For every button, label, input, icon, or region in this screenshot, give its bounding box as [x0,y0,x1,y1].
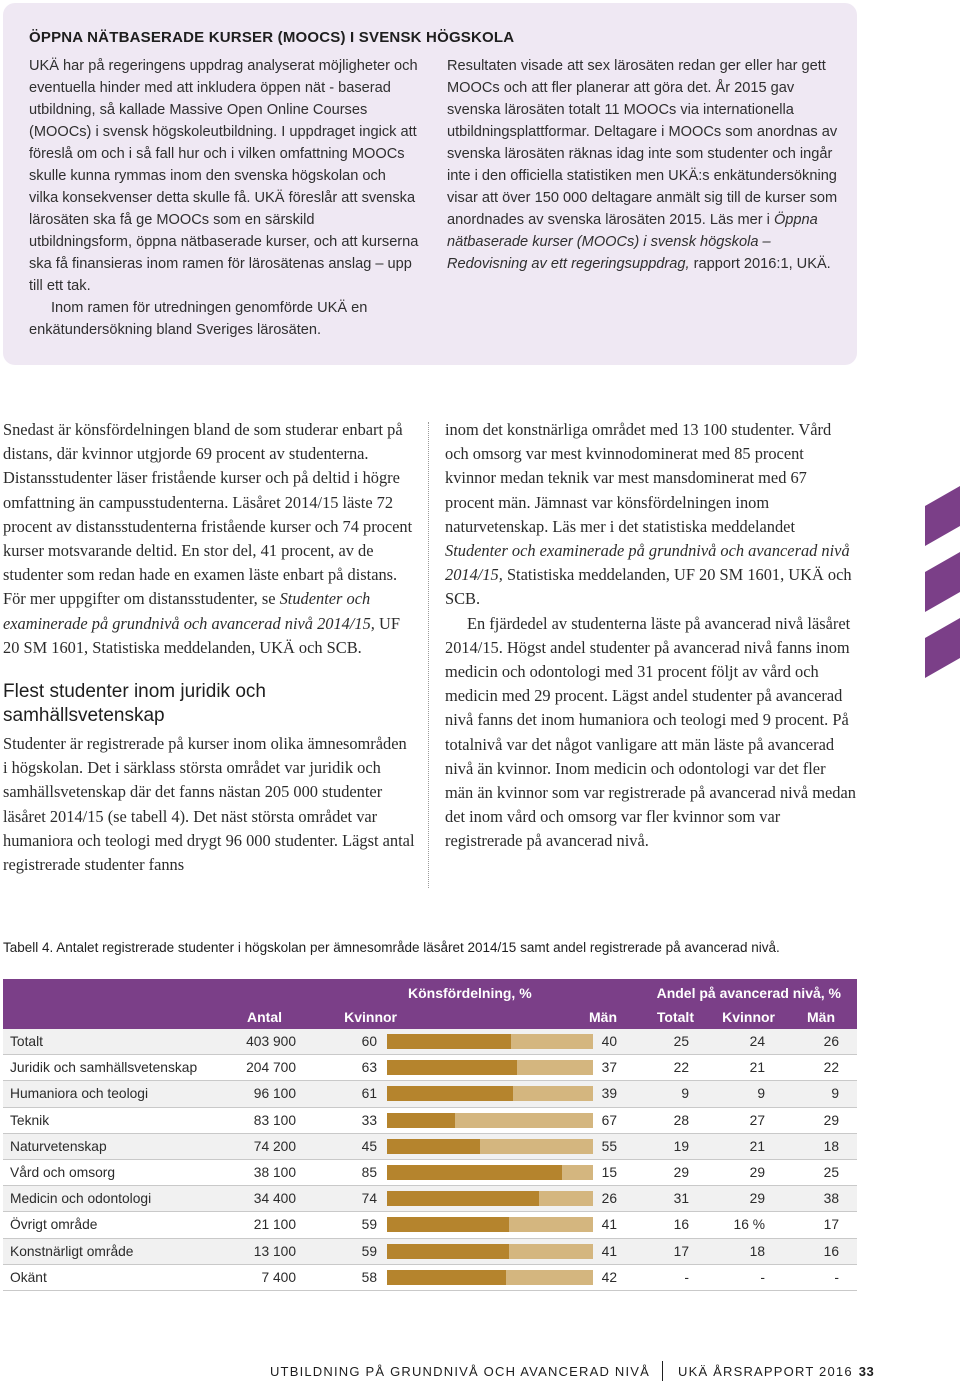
cell-man: 67 [601,1112,617,1128]
header-antal: Antal [247,1009,282,1025]
cell-adv-man: - [834,1269,839,1285]
gender-bar [387,1244,593,1259]
cell-antal: 204 700 [246,1060,296,1076]
cell-antal: 38 100 [253,1164,296,1180]
cell-totalt: 9 [681,1086,689,1102]
factbox-left-column [29,55,419,341]
gender-bar [387,1034,593,1049]
body-text: Snedast är könsfördelningen bland de som studerar enbart på distans, där kvinnor utgjorde 69 procent av studenterna. Distansstudenter läser fristående kurser och på deltid i högre omfattning än campusstudenterna. Läsåret 2014/15 läste 72 procent av distansstudenterna fristående kurser och 74 procent kurser motsvarande deltid. En stor del, 41 procent, av de studenter som redan hade en examen läste enbart på distans. För mer uppgifter om distansstudenter, se [3,420,413,609]
header-adv-kvinnor: Kvinnor [722,1009,775,1025]
gender-bar-women-fill [387,1217,509,1232]
body-text: Statistiska meddelanden, UF 20 SM 1601, UKÄ och SCB. [445,565,852,609]
cell-man: 41 [601,1217,617,1233]
table-row [3,1081,857,1107]
gender-bar [387,1086,593,1101]
factbox-paragraph: Inom ramen för utredningen genomförde UKÄ en enkätundersökning bland Sveriges lärosäten. [29,300,368,338]
header-group-advanced: Andel på avancerad nivå, % [656,985,841,1001]
cell-totalt: 31 [673,1191,689,1207]
table-row [3,1108,857,1134]
body-text: inom det konstnärliga området med 13 100 studenter. Vård och omsorg var mest kvinnodominerat med 85 procent kvinnor medan teknik var mest mansdominerat med 67 procent män. Jämnast var könsfördelningen inom naturvetenskap. Läs mer i det statistiska meddelandet [445,420,832,536]
cell-totalt: 22 [673,1060,689,1076]
factbox-right-column [447,55,839,275]
table-row [3,1265,857,1291]
cell-antal: 7 400 [261,1269,296,1285]
cell-kvinnor: 59 [361,1243,377,1259]
body-paragraph [445,418,857,612]
header-adv-man: Män [807,1009,835,1025]
cell-adv-man: 9 [831,1086,839,1102]
gender-bar [387,1165,593,1180]
cell-antal: 96 100 [253,1086,296,1102]
cell-totalt: 25 [673,1034,689,1049]
gender-bar-women-fill [387,1113,455,1128]
gender-bar [387,1060,593,1075]
cell-adv-man: 16 [823,1243,839,1259]
row-name: Totalt [10,1034,43,1049]
factbox-reference: Öppna nätbaserade kurser (MOOCs) i svensk högskola – Redovisning av ett regeringsuppdrag, [447,212,818,272]
cell-man: 26 [601,1191,617,1207]
gender-bar [387,1191,593,1206]
gender-bar [387,1113,593,1128]
cell-adv-man: 38 [823,1191,839,1207]
body-paragraph: Studenter är registrerade på kurser inom olika ämnesområden i högskolan. Det i särklass största området var juridik och samhällsvetenskap där det fanns nästan 205 000 studenter läsåret 2014/15 (se tabell 4). Det näst största området var humaniora och teologi med drygt 96 000 studenter. Lägst antal registrerade studenter fanns [3,734,415,875]
factbox [3,3,857,365]
cell-adv-kvinnor: 16 % [733,1217,765,1233]
cell-adv-kvinnor: 21 [749,1138,765,1154]
row-name: Medicin och odontologi [10,1191,152,1207]
cell-adv-kvinnor: 21 [749,1060,765,1076]
body-reference: Studenter och examinerade på grundnivå och avancerad nivå 2014/15, [445,541,850,585]
cell-adv-kvinnor: - [760,1269,765,1285]
header-kvinnor: Kvinnor [344,1009,397,1025]
footer-publication [678,1364,874,1379]
factbox-text: Resultaten visade att sex lärosäten redan ger eller har gett MOOCs och att fler planerar att göra det. År 2015 gav svenska lärosäten totalt 11 MOOCs via internationella utbildningsplattformar. Deltagare i MOOCs som anordnas av svenska lärosäten räknas idag inte som studenter och ingår inte i den officiella statistiken men UKÄ:s enkätundersökning visar att över 150 000 deltagare anmält sig till de kurser som anordnades av svenska lärosäten 2015. Läs mer i [447,58,838,228]
gender-bar-women-fill [387,1270,506,1285]
row-name: Okänt [10,1269,47,1285]
cell-adv-kvinnor: 27 [749,1112,765,1128]
table-header [3,979,857,1029]
header-man: Män [589,1009,617,1025]
decorative-chevron-icon [925,486,960,682]
cell-adv-kvinnor: 9 [757,1086,765,1102]
factbox-text: rapport 2016:1, UKÄ. [693,256,831,272]
gender-bar-women-fill [387,1060,517,1075]
table-row [3,1160,857,1186]
cell-man: 41 [601,1243,617,1259]
column-divider [428,422,429,888]
body-text: UF 20 SM 1601, Statistiska meddelanden, UKÄ och SCB. [3,613,400,657]
gender-bar-women-fill [387,1086,513,1101]
cell-kvinnor: 60 [361,1034,377,1049]
footer-publication-name: UKÄ ÅRSRAPPORT 2016 [678,1364,853,1379]
cell-antal: 83 100 [253,1112,296,1128]
cell-adv-man: 18 [823,1138,839,1154]
row-name: Juridik och samhällsvetenskap [10,1060,198,1076]
cell-totalt: 17 [673,1243,689,1259]
footer-section-title: UTBILDNING PÅ GRUNDNIVÅ OCH AVANCERAD NIVÅ [269,1364,650,1379]
cell-man: 37 [601,1060,617,1076]
cell-antal: 34 400 [253,1191,296,1207]
factbox-paragraph: UKÄ har på regeringens uppdrag analyserat möjligheter och eventuella hinder med att inkludera öppen nät - baserad utbildning, så kallade Massive Open Online Courses (MOOCs) i svensk högskoleutbildning. I uppdraget ingick att föreslå om och i så fall hur och i vilken omfattning MOOCs skulle kunna rymmas inom den svenska högskolan och vilka konsekvenser detta skulle få. UKÄ föreslår att svenska lärosäten ska få ge MOOCs som en särskild utbildningsform, öppna nätbaserade kurser, och att kurserna ska få finansieras inom ramen för lärosätenas anslag – upp till ett tak. [29,58,419,294]
body-reference: Studenter och examinerade på grundnivå och avancerad nivå 2014/15, [3,589,375,633]
cell-adv-man: 29 [823,1112,839,1128]
cell-totalt: - [684,1269,689,1285]
cell-kvinnor: 33 [361,1112,377,1128]
cell-antal: 13 100 [253,1243,296,1259]
gender-bar [387,1139,593,1154]
body-right-column [445,418,857,854]
cell-man: 42 [601,1269,617,1285]
cell-totalt: 29 [673,1164,689,1180]
cell-adv-kvinnor: 18 [749,1243,765,1259]
cell-man: 55 [601,1138,617,1154]
gender-bar-women-fill [387,1244,509,1259]
table-row [3,1186,857,1212]
cell-totalt: 16 [673,1217,689,1233]
cell-adv-man: 26 [823,1034,839,1049]
row-name: Humaniora och teologi [10,1086,149,1102]
cell-adv-man: 17 [823,1217,839,1233]
cell-kvinnor: 58 [361,1269,377,1285]
table-row [3,1239,857,1265]
factbox-paragraph [447,55,839,275]
cell-adv-kvinnor: 29 [749,1164,765,1180]
cell-adv-kvinnor: 29 [749,1191,765,1207]
cell-kvinnor: 59 [361,1217,377,1233]
body-paragraph [3,418,415,660]
row-name: Övrigt område [10,1217,98,1233]
data-table [3,979,857,1291]
page-number: 33 [858,1364,875,1379]
gender-bar-women-fill [387,1034,511,1049]
table-caption: Tabell 4. Antalet registrerade studenter i högskolan per ämnesområde läsåret 2014/15 samt andel registrerade på avancerad nivå. [3,940,780,955]
body-paragraph: En fjärdedel av studenterna läste på avancerad nivå läsåret 2014/15. Högst andel studenter på avancerad nivå fanns inom medicin och odontologi med 31 procent följt av vård och medicin med 29 procent. Lägst andel studenter på avancerad nivå fanns det inom humaniora och teologi med 9 procent. På totalnivå var det något vanligare att män läste på avancerad nivå än kvinnor. Inom medicin och odontologi var det fler män än kvinnor som var registrerade på avancerad nivå medan det inom vård och omsorg var fler kvinnor som var registrerade på avancerad nivå. [445,613,856,851]
gender-bar-women-fill [387,1139,480,1154]
gender-bar-women-fill [387,1165,562,1180]
row-name: Konstnärligt område [10,1243,134,1259]
table-body [3,1029,857,1291]
cell-kvinnor: 74 [361,1191,377,1207]
gender-bar [387,1217,593,1232]
gender-bar [387,1270,593,1285]
cell-antal: 74 200 [253,1138,296,1154]
table-row [3,1029,857,1055]
gender-bar-women-fill [387,1191,539,1206]
cell-kvinnor: 61 [361,1086,377,1102]
cell-kvinnor: 85 [361,1164,377,1180]
cell-adv-kvinnor: 24 [749,1034,765,1049]
row-name: Vård och omsorg [10,1164,116,1180]
header-totalt: Totalt [656,1009,694,1025]
footer-separator [662,1361,663,1381]
cell-adv-man: 25 [823,1164,839,1180]
row-name: Naturvetenskap [10,1138,107,1154]
section-heading: Flest studenter inom juridik och samhällsvetenskap [3,681,266,727]
table-row [3,1055,857,1081]
factbox-title: ÖPPNA NÄTBASERADE KURSER (MOOCS) I SVENSK HÖGSKOLA [29,29,515,46]
cell-totalt: 28 [673,1112,689,1128]
header-group-gender: Könsfördelning, % [408,985,532,1001]
cell-antal: 21 100 [253,1217,296,1233]
cell-antal: 403 900 [246,1034,296,1049]
body-left-column [3,418,415,877]
cell-kvinnor: 63 [361,1060,377,1076]
table-row [3,1134,857,1160]
cell-adv-man: 22 [823,1060,839,1076]
cell-man: 15 [601,1164,617,1180]
cell-man: 39 [601,1086,617,1102]
row-name: Teknik [10,1112,50,1128]
cell-kvinnor: 45 [361,1138,377,1154]
cell-totalt: 19 [673,1138,689,1154]
table-row [3,1212,857,1238]
cell-man: 40 [601,1034,617,1049]
